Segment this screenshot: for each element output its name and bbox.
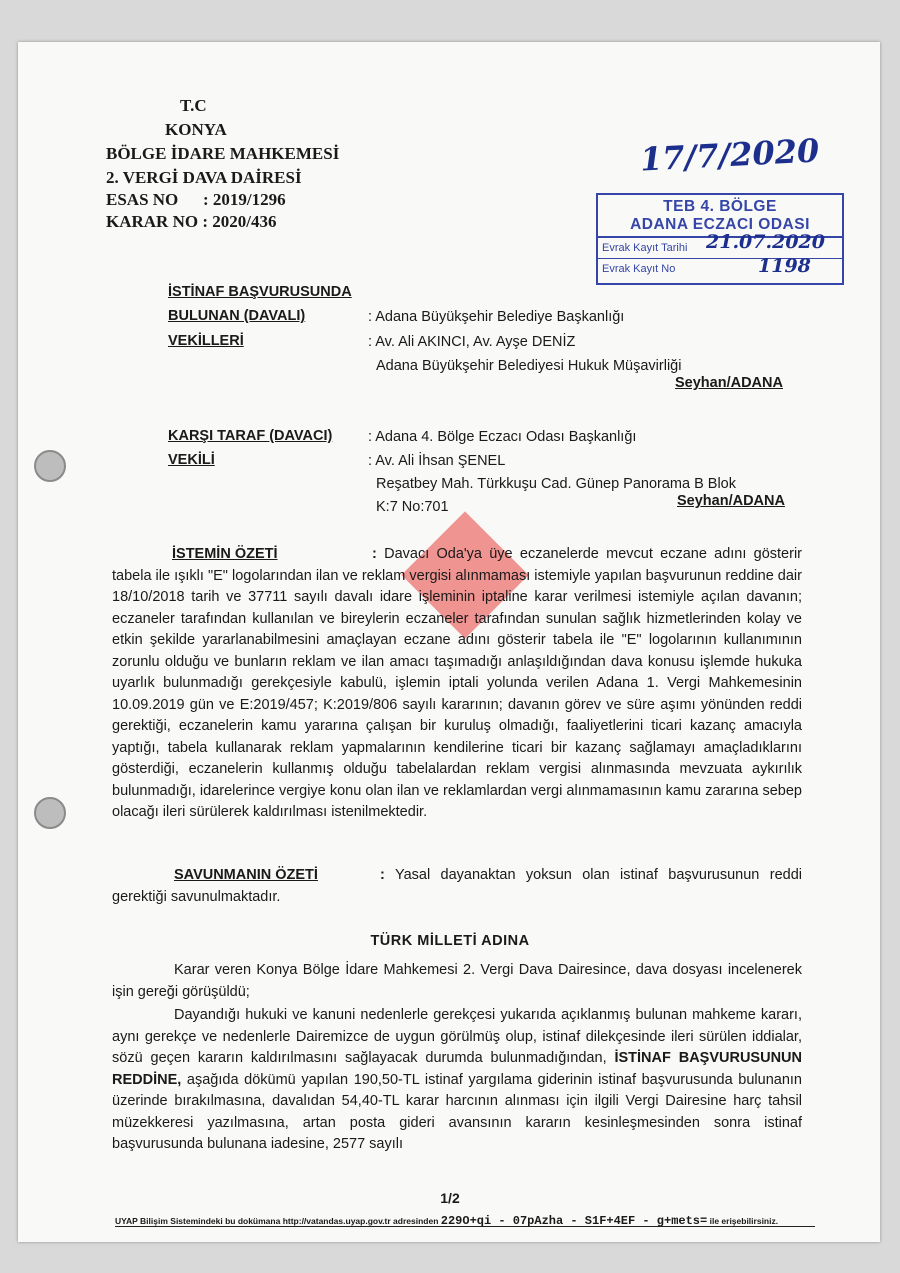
appellant-lawyers-label: VEKİLLERİ [168, 333, 244, 349]
page-number: 1/2 [440, 1190, 460, 1206]
stamp-no-value: 1198 [758, 255, 811, 277]
defense-paragraph [112, 865, 802, 908]
header-esas-label: ESAS NO [106, 190, 179, 209]
header-karar: KARAR NO : 2020/436 [106, 212, 277, 231]
header-tc: T.C [180, 96, 207, 115]
punch-hole [34, 797, 66, 829]
summary-paragraph [112, 544, 802, 824]
appellant-role-label: BULUNAN (DAVALI) [168, 308, 306, 324]
appellant-city: Seyhan/ADANA [675, 375, 783, 391]
defense-label: SAVUNMANIN ÖZETİ [174, 867, 318, 883]
appellant-lawyers-value: : Av. Ali AKINCI, Av. Ayşe DENİZ [368, 334, 576, 350]
stamp-no-row [598, 255, 842, 279]
header-chamber: 2. VERGİ DAVA DAİRESİ [106, 168, 302, 187]
decision-p2-end: aşağıda dökümü yapılan 190,50-TL istinaf yargılama giderinin istinaf başvurusunda bulunanın üzerinde bırakılmasına, davalıdan 54,40-TL karar harcının alınması için ilgili Vergi Dairesine harç tahsil müzekkeresi yazılmasına, artan posta gideri avansının kararın kesinleşmesinden sonra istinaf başvurusunda bulunana iadesine, 2577 sayılı [112, 1071, 802, 1152]
header-court: BÖLGE İDARE MAHKEMESİ [106, 144, 340, 163]
stamp-date-value: 21.07.2020 [706, 231, 825, 253]
defense-text: Yasal dayanaktan yoksun olan istinaf başvurusunun reddi gerektiği savunulmaktadır. [112, 867, 802, 905]
decision-p2 [112, 1005, 802, 1156]
handwritten-date: 17/7/2020 [639, 131, 821, 179]
footer-code: 229O+qi - 07pAzha - S1F+4EF - g+mets= [440, 1214, 708, 1228]
header-esas-value: : 2019/1296 [203, 190, 286, 209]
decision-p2-bold: İSTİNAF BAŞVURUSUNUN REDDİNE, [112, 1050, 802, 1088]
footer-text: UYAP Bilişim Sistemindeki bu dokümana http://vatandas.uyap.gov.tr adresinden [115, 1216, 439, 1226]
appellant-role-value: : Adana Büyükşehir Belediye Başkanlığı [368, 309, 625, 325]
stamp-line1: TEB 4. BÖLGE [663, 198, 777, 215]
decision-heading: TÜRK MİLLETİ ADINA [370, 933, 530, 949]
respondent-address1: Reşatbey Mah. Türkkuşu Cad. Günep Panorama B Blok [376, 476, 737, 492]
punch-hole [34, 450, 66, 482]
stamp-line2: ADANA ECZACI ODASI [598, 216, 842, 238]
appellant-title: İSTİNAF BAŞVURUSUNDA [168, 284, 352, 300]
respondent-address2: K:7 No:701 [376, 499, 449, 515]
respondent-role-label: KARŞI TARAF (DAVACI) [168, 428, 333, 444]
footer-rule [115, 1226, 815, 1227]
summary-text: Davacı Oda'ya üye eczanelerde mevcut eczane adını gösterir tabela ile ışıklı "E" logolarından ilan ve reklam vergisi alınmaması istemiyle yapılan başvurunun reddine dair 18/10/2018 tarih ve 37711 sayılı davalı idare işleminin iptaline karar verilmesi istemiyle açılan davanın; eczaneler tarafından kullanılan ve bireylerin eczaneler tarafından sunulan sağlık hizmetlerinden kolay ve etkin şekilde yararlanabilmesini amaçlayan eczane adını gösterir tabela ile "E" logolarının kullanımının zorunlu olduğu ve bunların reklam ve ilan amacı taşımadığı anlaşıldığından dava konusu işlemde hukuka uyarlık bulunmadığı gerekçesiyle kabulü, işlemin iptali yolunda verilen Adana 1. Vergi Mahkemesinin 10.09.2019 gün ve E:2019/457; K:2019/806 sayılı kararının; davanın görev ve süre aşımı yönünden reddi gerektiği, eczanelerin kamu yararına çalışan bir kuruluş olmadığı, faaliyetlerini ticari kazanç amacıyla yaptığı, tabela kullanarak reklam yapmalarının kendilerine ticari bir kazanç sağlamayı amaçladıklarını gösterdiği, eczanelerin kullanmış olduğu tabelalardan reklam vergisi alınmasında mevzuata aykırılık bulunmadığı, idarelerince vergiye konu olan ilan ve reklamlardan vergi alınmamasının kamu zararına sebep olacağı ileri sürülerek kaldırılması istenilmektedir. [112, 546, 802, 820]
appellant-address: Adana Büyükşehir Belediyesi Hukuk Müşavirliği [376, 358, 682, 374]
registry-stamp [596, 193, 844, 285]
respondent-lawyer-label: VEKİLİ [168, 452, 215, 468]
decision-p1: Karar veren Konya Bölge İdare Mahkemesi 2. Vergi Dava Dairesince, dava dosyası incelenerek işin gereği görüşüldü; [112, 962, 802, 1000]
respondent-lawyer-value: : Av. Ali İhsan ŞENEL [368, 453, 506, 469]
summary-colon: : [372, 546, 377, 562]
header-city: KONYA [165, 120, 227, 139]
respondent-city: Seyhan/ADANA [677, 493, 785, 509]
respondent-role-value: : Adana 4. Bölge Eczacı Odası Başkanlığı [368, 429, 637, 445]
stamp-no-label: Evrak Kayıt No [602, 263, 676, 275]
decision-p2-start: Dayandığı hukuki ve kanuni nedenlerle gerekçesi yukarıda açıklanmış bulunan mahkeme kararı, aynı gerekçe ve nedenlerle Dairemizce de uygun görülmüş olup, istinaf dilekçesinde ileri sürülen iddialar, sözü geçen kararın kaldırılmasını sağlayacak durumda bulunmadığından, [112, 1007, 802, 1066]
stamp-date-label: Evrak Kayıt Tarihi [602, 242, 688, 254]
summary-label: İSTEMİN ÖZETİ [172, 546, 278, 562]
footer-suffix: ile erişebilirsiniz. [709, 1216, 779, 1226]
defense-colon: : [380, 867, 385, 883]
